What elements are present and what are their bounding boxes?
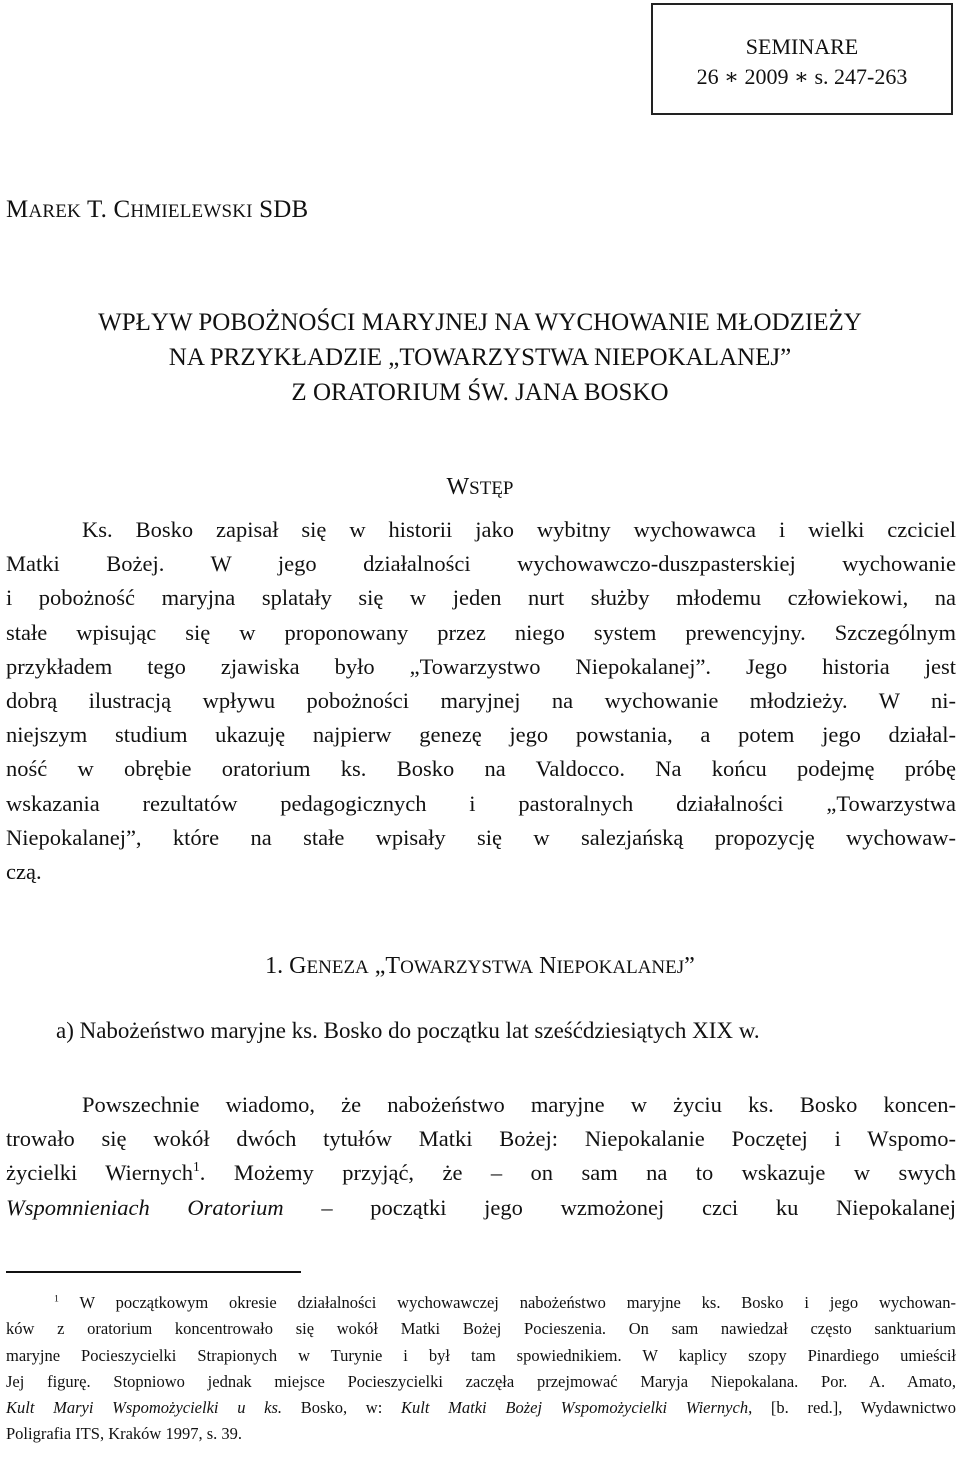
footnote-reference[interactable]: 1 [193, 1159, 200, 1175]
footnote-divider [6, 1271, 301, 1273]
footnote-line: Poligrafia ITS, Kraków 1997, s. 39. [6, 1424, 243, 1444]
subsection-heading: a) Nabożeństwo maryjne ks. Bosko do początku lat sześćdziesiątych XIX w. [56, 1018, 760, 1043]
text-line: Matki Bożej. W jego działalności wychowawczo-duszpasterskiej wychowanie [6, 551, 956, 577]
text-line: Niepokalanej”, które na stałe wpisały się w salezjańską propozycję wychowaw- [6, 824, 956, 850]
footnote-line: $^1$ W początkowym okresie działalności wychowawczej nabożeństwo maryjne ks. Bosko i jego wychowan- [54, 1293, 956, 1312]
article-title [0, 305, 960, 410]
text-line: trowało się wokół dwóch tytułów Matki Bożej: Niepokalanie Poczętej i Wspomo- [6, 1126, 956, 1152]
text-line: i pobożność maryjna splatały się w jeden nurt służby młodemu człowiekowi, na [6, 585, 956, 611]
intro-heading: WSTĘP [446, 474, 514, 500]
journal-info-box [651, 3, 953, 115]
journal-name: SEMINARE [745, 34, 859, 59]
text-line: niejszym studium ukazuję najpierw genezę jego powstania, a potem jego działal- [6, 722, 956, 748]
text-line: stałe wpisując się w proponowany przez niego system prewencyjny. Szczególnym [6, 619, 956, 645]
body-paragraph [6, 1088, 956, 1225]
footnote-number: 1 [54, 1293, 59, 1305]
footnote-line: Kult Maryi Wspomożycielki u ks. Bosko, w: Kult Matki Bożej Wspomożycielki Wiernych, [b. red.], Wydawnictwo [6, 1398, 956, 1418]
title-line: NA PRZYKŁADZIE „TOWARZYSTWA NIEPOKALANEJ” [168, 344, 792, 371]
title-line: WPŁYW POBOŻNOŚCI MARYJNEJ NA WYCHOWANIE MŁODZIEŻY [98, 309, 862, 336]
text-line: ność w obrębie oratorium ks. Bosko na Valdocco. Na końcu podejmę próbę [6, 756, 956, 782]
footnote-line: ków z oratorium koncentrowało się wokół Matki Bożej Pocieszenia. On sam nawiedzał często sanktuarium [6, 1319, 956, 1339]
author-name: MAREK T. CHMIELEWSKI SDB [6, 196, 309, 223]
text-line: Powszechnie wiadomo, że nabożeństwo maryjne w życiu ks. Bosko koncen- [82, 1092, 956, 1117]
text-line: wskazania rezultatów pedagogicznych i pastoralnych działalności „Towarzystwa [6, 790, 956, 816]
journal-issue: 26 ∗ 2009 ∗ s. 247-263 [696, 64, 908, 89]
text-line: życielki Wiernych$^1$. Możemy przyjąć, że – on sam na to wskazuje w swych [6, 1159, 956, 1186]
text-line: Ks. Bosko zapisał się w historii jako wybitny wychowawca i wielki czciciel [82, 517, 956, 542]
section-heading-1: 1. GENEZA „TOWARZYSTWA NIEPOKALANEJ” [265, 953, 695, 979]
footnote-line: maryjne Pocieszycielki Strapionych w Turynie i był tam spowiednikiem. W kaplicy szopy Pinardiego umieścił [6, 1345, 956, 1365]
intro-paragraph [6, 513, 956, 889]
footnote-line: Jej figurę. Stopniowo jednak miejsce Pocieszycielki zaczęła przejmować Maryja Niepokalana. Por. A. Amato, [6, 1371, 956, 1391]
text-line: czą. [6, 859, 42, 885]
footnote [6, 1290, 956, 1448]
text-line: Wspomnieniach Oratorium – początki jego wzmożonej czci ku Niepokalanej [6, 1194, 956, 1220]
text-line: dobrą ilustracją wpływu pobożności maryjnej na wychowanie młodzieży. W ni- [6, 688, 956, 714]
text-line: przykładem tego zjawiska było „Towarzystwo Niepokalanej”. Jego historia jest [6, 653, 956, 679]
title-line: Z ORATORIUM ŚW. JANA BOSKO [291, 379, 669, 406]
